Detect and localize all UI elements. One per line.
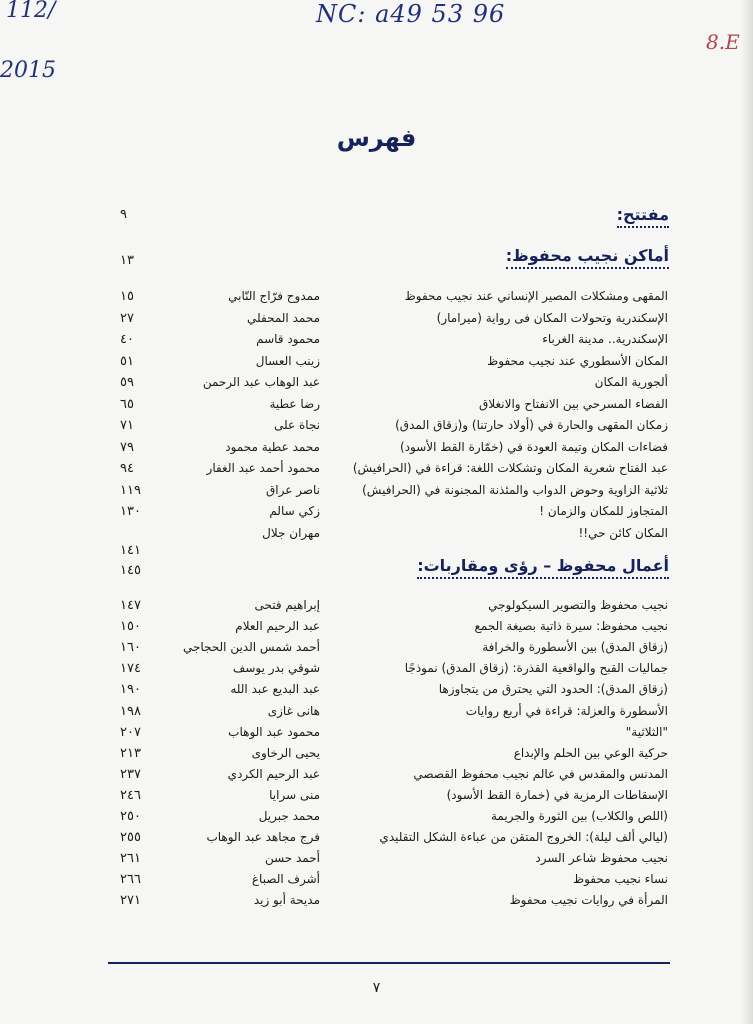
footer-rule bbox=[108, 962, 670, 964]
entry-page-number: ٢٧١ bbox=[120, 893, 141, 909]
entry-page-number: ٥٩ bbox=[120, 375, 134, 390]
toc-entry bbox=[0, 619, 753, 640]
entry-page-number: ١٩٨ bbox=[120, 703, 141, 719]
entry-author: نجاة على bbox=[274, 418, 320, 432]
entry-title: المكان الأسطوري عند نجيب محفوظ bbox=[487, 353, 668, 368]
entry-title: المرأة في روايات نجيب محفوظ bbox=[509, 893, 668, 908]
entry-page-number: ٧٩ bbox=[120, 439, 134, 455]
handwritten-shelf-mark: 8.E bbox=[706, 30, 740, 54]
entry-author: محمد جبريل bbox=[258, 809, 320, 823]
entry-title: الإسقاطات الرمزية في (خمارة القط الأسود) bbox=[446, 787, 668, 802]
toc-entry bbox=[0, 746, 753, 767]
entry-title: الإسكندرية وتحولات المكان فى رواية (ميرامار) bbox=[436, 310, 668, 325]
toc-entry bbox=[0, 682, 753, 703]
toc-entry bbox=[0, 504, 753, 525]
toc-entry bbox=[0, 704, 753, 725]
entry-author: عبد الرحيم العلام bbox=[235, 619, 320, 634]
entry-page-number: ٤٠ bbox=[120, 332, 134, 347]
entry-page-number: ١٥ bbox=[120, 289, 134, 304]
entry-author: رضا عطية bbox=[269, 396, 320, 411]
toc-entry bbox=[0, 397, 753, 418]
entry-author: عبد الرحيم الكردي bbox=[227, 766, 320, 781]
entry-page-number: ١٦٠ bbox=[120, 640, 141, 656]
entry-title: "الثلاثية" bbox=[625, 724, 668, 739]
toc-entry bbox=[0, 418, 753, 439]
page-edge-shadow bbox=[741, 0, 753, 1024]
entry-title: نساء نجيب محفوظ bbox=[572, 872, 668, 887]
entry-title: الأسطورة والعزلة: قراءة في أربع روايات bbox=[465, 703, 668, 718]
entry-author: شوقي بدر يوسف bbox=[232, 661, 320, 676]
toc-entry bbox=[0, 872, 753, 893]
page-title: فهرس bbox=[336, 124, 417, 152]
entry-page-number: ٧١ bbox=[120, 418, 134, 433]
entry-author: مديحة أبو زيد bbox=[253, 893, 320, 908]
entry-title: (اللص والكلاب) بين الثورة والجريمة bbox=[490, 809, 668, 823]
toc-entry bbox=[0, 483, 753, 504]
entry-page-number: ١٤١ bbox=[120, 542, 141, 558]
toc-entry bbox=[0, 354, 753, 375]
entry-author: هانى غازى bbox=[267, 703, 320, 718]
entry-title: جماليات القبح والواقعية القذرة: (زقاق المدق) نموذجًا bbox=[404, 661, 668, 676]
entry-author: إبراهيم فتحى bbox=[254, 598, 320, 612]
entry-page-number: ٢١٣ bbox=[120, 745, 141, 761]
toc-entry bbox=[0, 767, 753, 788]
toc-entry bbox=[0, 661, 753, 682]
toc-entry bbox=[0, 640, 753, 661]
toc-entry bbox=[0, 525, 753, 558]
toc-entry bbox=[0, 851, 753, 872]
entry-title: (زقاق المدق) بين الأسطورة والخرافة bbox=[482, 640, 668, 655]
toc-entry bbox=[0, 598, 753, 619]
handwritten-note-top-left: 112/ bbox=[6, 0, 56, 23]
entry-page-number: ٢٠٧ bbox=[120, 724, 141, 740]
entry-page-number: ٢٤٦ bbox=[120, 787, 141, 803]
entry-title: (ليالي ألف ليلة): الخروج المتقن من عباءة الشكل التقليدي bbox=[379, 830, 668, 845]
section1-page-number: ١٣ bbox=[120, 253, 134, 268]
entry-author: عبد الوهاب عبد الرحمن bbox=[202, 375, 320, 389]
entry-page-number: ٢٥٥ bbox=[120, 830, 141, 846]
toc-entry bbox=[0, 311, 753, 332]
toc-entry bbox=[0, 289, 753, 310]
entry-author: أحمد شمس الدين الحجاجي bbox=[182, 640, 320, 655]
entry-author: يحيى الرخاوى bbox=[251, 745, 320, 760]
entry-author: فرج مجاهد عبد الوهاب bbox=[206, 830, 320, 845]
entry-author: محمود عبد الوهاب bbox=[228, 724, 320, 739]
entry-title: ثلاثية الزاوية وحوض الدواب والمئذنة المجنونة في (الحرافيش) bbox=[362, 482, 668, 497]
toc-entry bbox=[0, 893, 753, 914]
entry-author: زكي سالم bbox=[269, 504, 320, 518]
toc-entry bbox=[0, 375, 753, 396]
entry-page-number: ٢٦١ bbox=[120, 851, 141, 867]
folio-page-number: ٧ bbox=[372, 980, 381, 996]
entry-author: زينب العسال bbox=[255, 353, 320, 368]
entry-title: الفضاء المسرحي بين الانفتاح والانغلاق bbox=[479, 396, 668, 411]
intro-page-number: ٩ bbox=[120, 207, 127, 222]
entry-title: الإسكندرية.. مدينة الغرباء bbox=[542, 332, 668, 346]
entry-page-number: ١٧٤ bbox=[120, 661, 141, 677]
entry-author: ناصر عراق bbox=[265, 482, 320, 497]
section1-heading: أماكن نجيب محفوظ: bbox=[506, 246, 669, 269]
entry-author: محمد عطية محمود bbox=[225, 439, 320, 454]
entry-author: مهران جلال bbox=[262, 525, 320, 540]
entry-title: المقهى ومشكلات المصير الإنساني عند نجيب محفوظ bbox=[404, 289, 668, 303]
entry-page-number: ٢٧ bbox=[120, 310, 134, 326]
entry-title: عبد الفتاح شعرية المكان وتشكلات اللغة: قراءة في (الحرافيش) bbox=[352, 461, 668, 475]
entry-author: ممدوح فرّاج النّابي bbox=[228, 289, 320, 303]
entry-title: زمكان المقهى والحارة في (أولاد حارتنا) و(زقاق المدق) bbox=[395, 418, 668, 432]
entry-title: المدنس والمقدس في عالم نجيب محفوظ القصصي bbox=[413, 766, 668, 781]
entry-title: ألجورية المكان bbox=[594, 375, 668, 389]
intro-heading: مفتتح: bbox=[617, 205, 669, 228]
entry-title: نجيب محفوظ: سيرة ذاتية بصيغة الجمع bbox=[474, 619, 668, 634]
entry-page-number: ١١٩ bbox=[120, 482, 141, 498]
entry-page-number: ١٤٧ bbox=[120, 598, 141, 613]
toc-entry bbox=[0, 461, 753, 482]
entry-author: محمد المحفلي bbox=[247, 310, 320, 325]
entry-title: نجيب محفوظ والتصوير السيكولوجي bbox=[488, 598, 668, 612]
toc-entry bbox=[0, 788, 753, 809]
entry-title: نجيب محفوظ شاعر السرد bbox=[535, 851, 668, 866]
entry-author: محمود قاسم bbox=[256, 332, 320, 346]
entry-title: المكان كائن حي!! bbox=[578, 525, 668, 540]
entry-title: فضاءات المكان وتيمة العودة في (خمّارة القط الأسود) bbox=[400, 439, 668, 454]
entry-page-number: ٢٣٧ bbox=[120, 766, 141, 782]
toc-entry bbox=[0, 332, 753, 353]
toc-entry bbox=[0, 830, 753, 851]
handwritten-catalog-number: NC: a49 53 96 bbox=[316, 0, 506, 28]
entry-author: أحمد حسن bbox=[264, 851, 320, 866]
entry-author: أشرف الصباغ bbox=[251, 872, 320, 887]
section2-page-number: ١٤٥ bbox=[120, 563, 141, 578]
entry-page-number: ٦٥ bbox=[120, 396, 134, 412]
entry-page-number: ٩٤ bbox=[120, 461, 134, 476]
toc-entry bbox=[0, 809, 753, 830]
entry-page-number: ٢٦٦ bbox=[120, 872, 141, 888]
entry-page-number: ١٩٠ bbox=[120, 682, 141, 698]
section2-heading: أعمال محفوظ – رؤى ومقاربات: bbox=[417, 556, 669, 579]
entry-page-number: ١٣٠ bbox=[120, 504, 141, 519]
entry-title: المتجاوز للمكان والزمان ! bbox=[539, 504, 668, 518]
entry-page-number: ٥١ bbox=[120, 353, 134, 369]
handwritten-year: 2015 bbox=[0, 58, 56, 83]
entry-author: محمود أحمد عبد الغفار bbox=[206, 461, 320, 475]
toc-entry bbox=[0, 440, 753, 461]
entry-author: منى سرايا bbox=[269, 787, 320, 802]
entry-author: عبد البديع عبد الله bbox=[230, 682, 320, 697]
entry-page-number: ٢٥٠ bbox=[120, 809, 141, 824]
entry-page-number: ١٥٠ bbox=[120, 619, 141, 635]
entry-title: (زقاق المدق): الحدود التي يحترق من يتجاوزها bbox=[438, 682, 668, 697]
entry-title: حركية الوعي بين الحلم والإبداع bbox=[513, 745, 668, 760]
toc-entry bbox=[0, 725, 753, 746]
